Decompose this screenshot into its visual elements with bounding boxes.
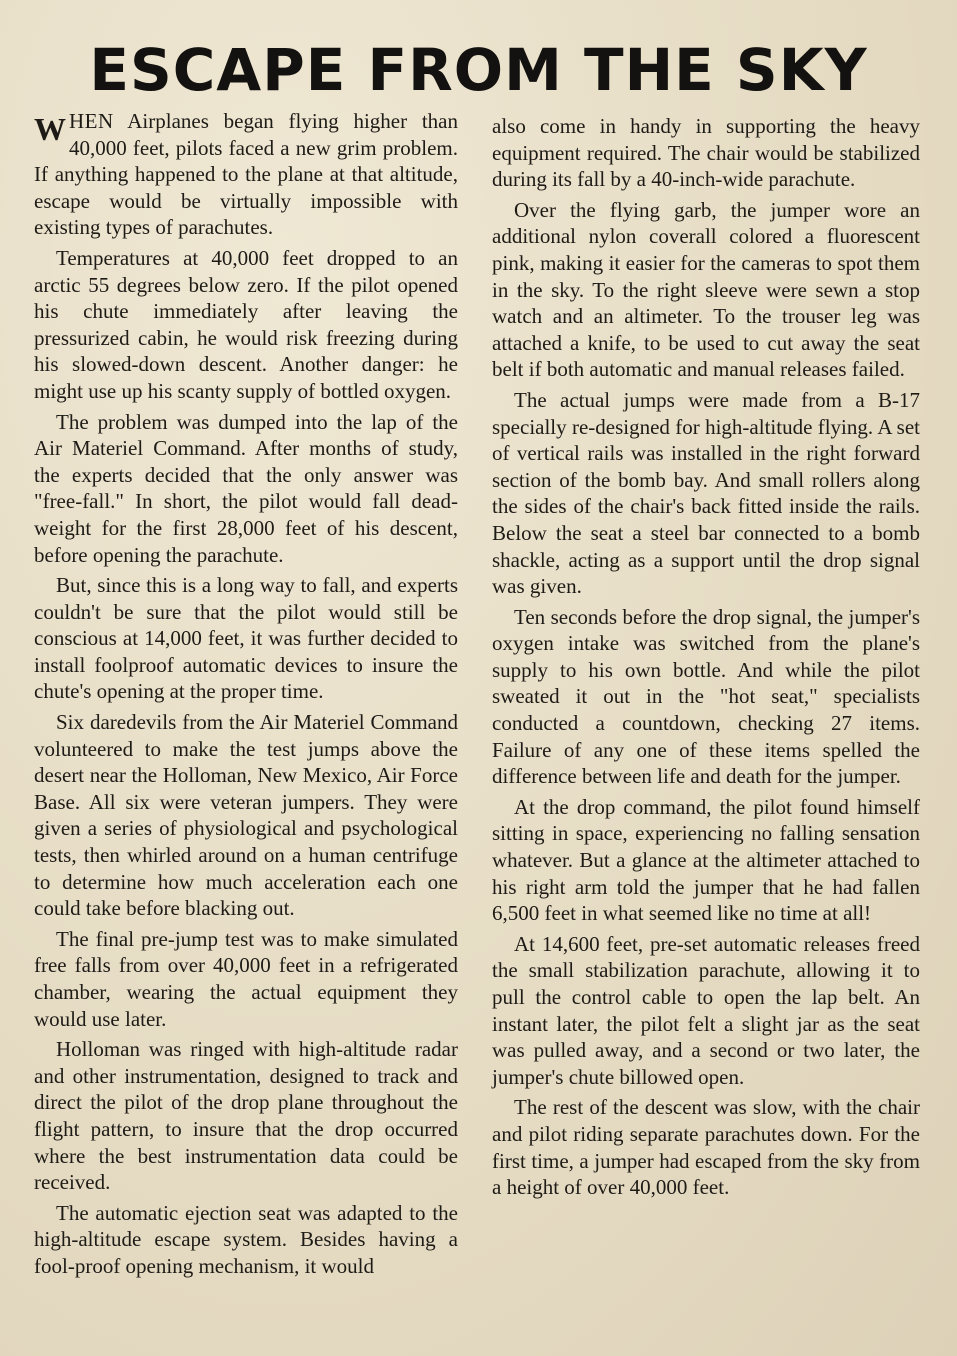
left-paragraph-8: The automatic ejection seat was adapted to the high-altitude escape system. Besides having a fool-proof opening mechanism, it would [34, 1200, 458, 1278]
article-title: ESCAPE FROM THE SKY [89, 36, 868, 104]
right-paragraph-5: At the drop command, the pilot found himself sitting in space, experiencing no falling sensation whatever. But a glance at the altimeter attached to his right arm told the jumper that he had fallen 6,500 feet in what seemed like no time at all! [492, 794, 920, 926]
right-paragraph-1: also come in handy in supporting the heavy equipment required. The chair would be stabilized during its fall by a 40-inch-wide parachute. [492, 114, 920, 192]
left-paragraph-1 [34, 108, 458, 241]
right-paragraph-7: The rest of the descent was slow, with the chair and pilot riding separate parachutes down. For the first time, a jumper had escaped from the sky from a height of over 40,000 feet. [492, 1095, 920, 1200]
left-column [34, 108, 458, 1284]
left-paragraph-7: Holloman was ringed with high-altitude radar and other instrumentation, designed to track and direct the pilot of the drop plane throughout the flight pattern, to insure that the drop occurred where the best instrumentation data could be received. [34, 1037, 458, 1195]
left-paragraph-1-text: Airplanes began flying higher than 40,000 feet, pilots faced a new grim problem. If anything happened to the plane at that altitude, escape would be virtually impossible with existing types of parachutes. [34, 109, 459, 240]
right-paragraph-2: Over the flying garb, the jumper wore an additional nylon coverall colored a fluorescent pink, making it easier for the cameras to spot them in the sky. To the right sleeve were sewn a stop watch and an altimeter. To the trouser leg was attached a knife, to be used to cut away the seat belt if both automatic and manual releases failed. [492, 197, 920, 382]
left-paragraph-3: The problem was dumped into the lap of the Air Materiel Command. After months of study, the experts decided that the only answer was "free-fall." In short, the pilot would fall dead-weight for the first 28,000 feet of his descent, before opening the parachute. [34, 409, 458, 567]
left-paragraph-6: The final pre-jump test was to make simulated free falls from over 40,000 feet in a refrigerated chamber, wearing the actual equipment they would use later. [34, 926, 458, 1031]
drop-cap: W [34, 111, 65, 147]
right-column [492, 113, 920, 1205]
left-paragraph-4: But, since this is a long way to fall, and experts couldn't be sure that the pilot would still be conscious at 14,000 feet, it was further decided to install foolproof automatic devices to insure the chute's opening at the proper time. [34, 573, 458, 704]
right-paragraph-6: At 14,600 feet, pre-set automatic releases freed the small stabilization parachute, allowing it to pull the control cable to open the lap belt. An instant later, the pilot felt a slight jar as the seat was pulled away, and a second or two later, the jumper's chute billowed open. [492, 931, 920, 1089]
right-paragraph-4: Ten seconds before the drop signal, the jumper's oxygen intake was switched from the plane's supply to his own bottle. And while the pilot sweated it out in the "hot seat," specialists conducted a countdown, checking 27 items. Failure of any one of these items spelled the difference between life and death for the jumper. [492, 604, 920, 789]
left-paragraph-2: Temperatures at 40,000 feet dropped to an arctic 55 degrees below zero. If the pilot opened his chute immediately after leaving the pressurized cabin, he would risk freezing during his slowed-down descent. Another danger: he might use up his scanty supply of bottled oxygen. [34, 245, 458, 403]
right-paragraph-3: The actual jumps were made from a B-17 specially re-designed for high-altitude flying. A set of vertical rails was installed in the right forward section of the bomb bay. And small rollers along the sides of the chair's back fitted inside the rails. Below the seat a steel bar connected to a bomb shackle, acting as a support until the drop signal was given. [492, 387, 920, 599]
left-paragraph-5: Six daredevils from the Air Materiel Command volunteered to make the test jumps above the desert near the Holloman, New Mexico, Air Force Base. All six were veteran jumpers. They were given a series of physiological and psychological tests, then whirled around on a human centrifuge to determine how much acceleration each one could take before blacking out. [34, 710, 458, 921]
first-word-rest: HEN [69, 109, 114, 133]
